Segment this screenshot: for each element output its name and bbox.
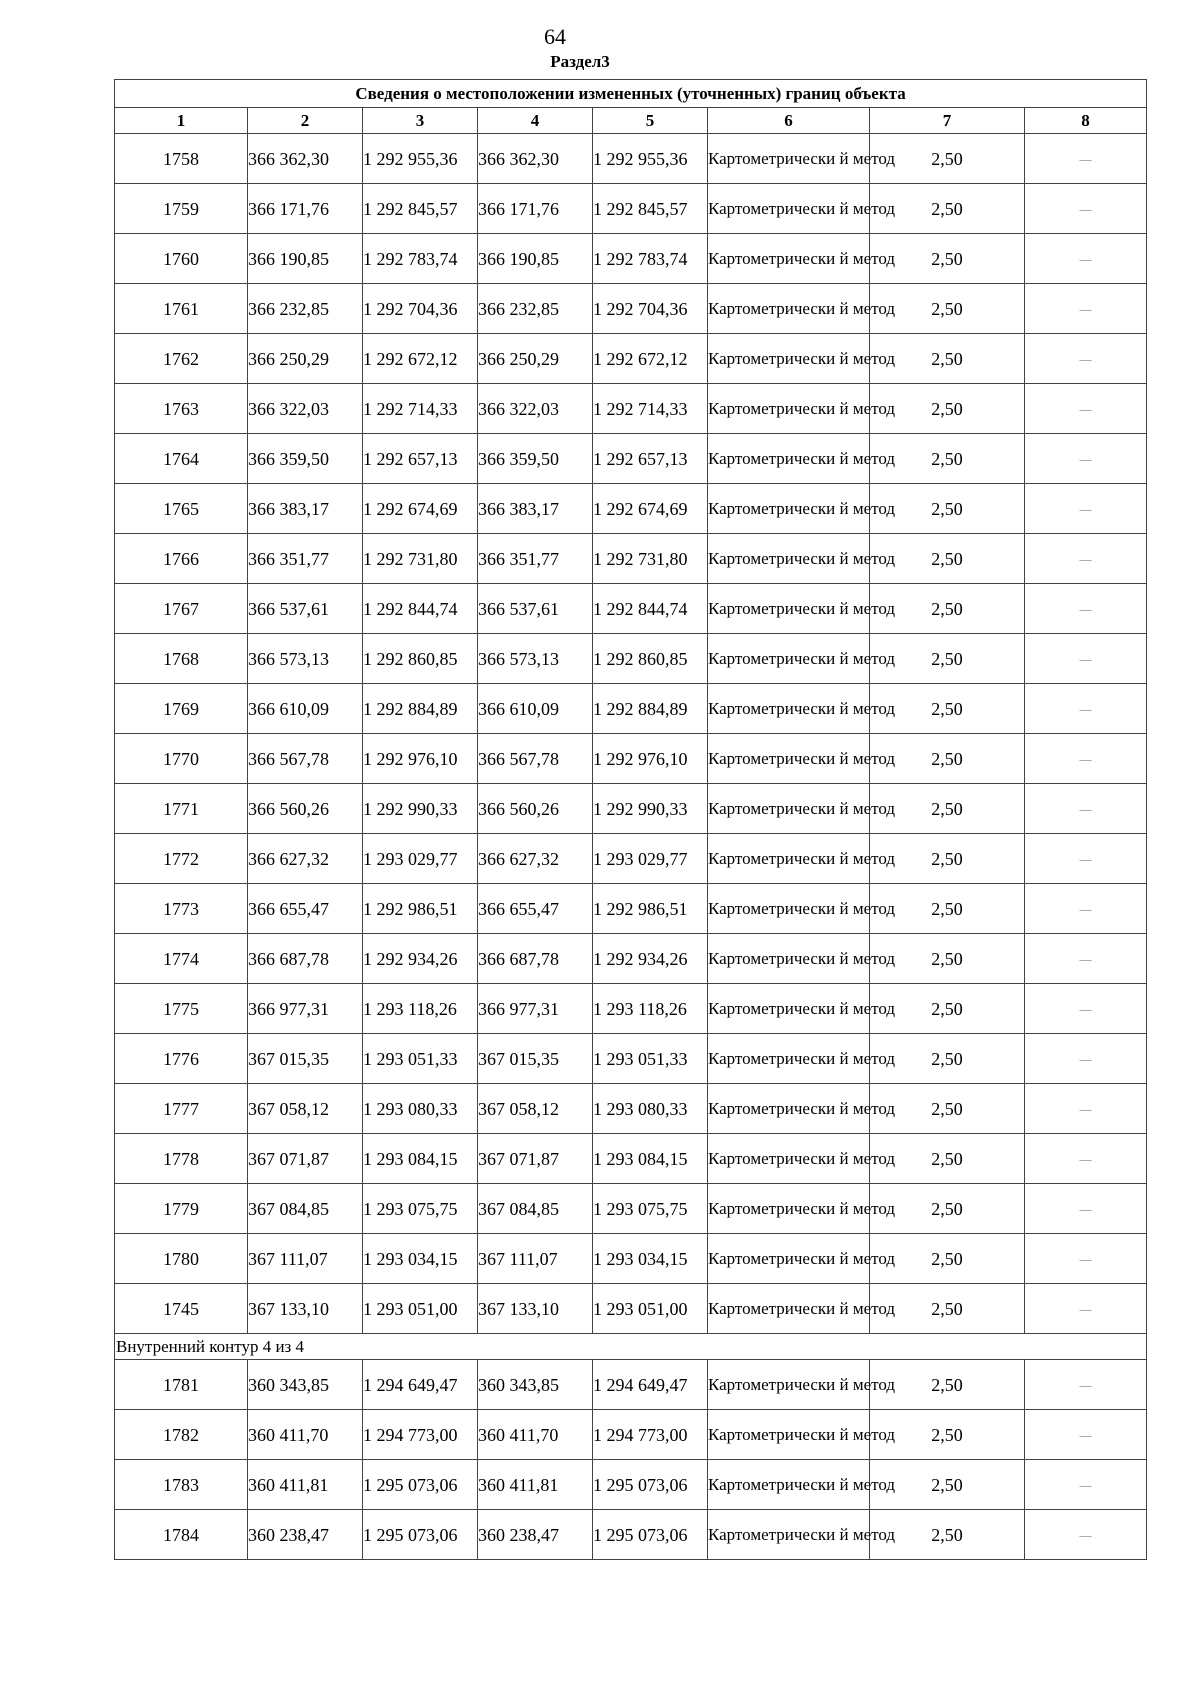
table-row (115, 484, 1147, 534)
table-row (115, 1284, 1147, 1334)
x-coordinate-cell: 367 084,85 (248, 1184, 363, 1234)
table-row (115, 384, 1147, 434)
x-coordinate-cell: 366 383,17 (478, 484, 593, 534)
x-coordinate-cell: 366 627,32 (248, 834, 363, 884)
point-number-cell: 1770 (115, 734, 248, 784)
description-cell: — (1025, 684, 1147, 734)
point-number-cell: 1764 (115, 434, 248, 484)
table-row (115, 834, 1147, 884)
accuracy-cell: 2,50 (870, 1184, 1025, 1234)
accuracy-cell: 2,50 (870, 784, 1025, 834)
x-coordinate-cell: 366 362,30 (478, 134, 593, 184)
point-number-cell: 1758 (115, 134, 248, 184)
y-coordinate-cell: 1 294 649,47 (593, 1360, 708, 1410)
table-row (115, 1184, 1147, 1234)
x-coordinate-cell: 360 411,70 (248, 1410, 363, 1460)
point-number-cell: 1772 (115, 834, 248, 884)
description-cell: — (1025, 1084, 1147, 1134)
description-cell: — (1025, 634, 1147, 684)
table-row (115, 134, 1147, 184)
y-coordinate-cell: 1 295 073,06 (593, 1460, 708, 1510)
table-row (115, 684, 1147, 734)
x-coordinate-cell: 366 171,76 (248, 184, 363, 234)
point-number-cell: 1767 (115, 584, 248, 634)
point-number-cell: 1780 (115, 1234, 248, 1284)
x-coordinate-cell: 367 133,10 (478, 1284, 593, 1334)
x-coordinate-cell: 366 573,13 (248, 634, 363, 684)
table-row (115, 884, 1147, 934)
description-cell: — (1025, 1510, 1147, 1560)
table-row (115, 784, 1147, 834)
x-coordinate-cell: 366 655,47 (478, 884, 593, 934)
point-number-cell: 1761 (115, 284, 248, 334)
accuracy-cell: 2,50 (870, 934, 1025, 984)
table-row (115, 1034, 1147, 1084)
accuracy-cell: 2,50 (870, 434, 1025, 484)
y-coordinate-cell: 1 293 075,75 (363, 1184, 478, 1234)
description-cell: — (1025, 1410, 1147, 1460)
x-coordinate-cell: 360 238,47 (248, 1510, 363, 1560)
x-coordinate-cell: 366 573,13 (478, 634, 593, 684)
x-coordinate-cell: 366 322,03 (478, 384, 593, 434)
y-coordinate-cell: 1 292 714,33 (593, 384, 708, 434)
x-coordinate-cell: 366 655,47 (248, 884, 363, 934)
y-coordinate-cell: 1 292 783,74 (363, 234, 478, 284)
x-coordinate-cell: 366 250,29 (478, 334, 593, 384)
description-cell: — (1025, 234, 1147, 284)
accuracy-cell: 2,50 (870, 1134, 1025, 1184)
accuracy-cell: 2,50 (870, 534, 1025, 584)
method-cell: Картометрически й метод (708, 384, 870, 434)
y-coordinate-cell: 1 293 118,26 (593, 984, 708, 1034)
section-title: Раздел3 (550, 52, 610, 71)
point-number-cell: 1763 (115, 384, 248, 434)
y-coordinate-cell: 1 292 990,33 (363, 784, 478, 834)
x-coordinate-cell: 367 111,07 (478, 1234, 593, 1284)
method-cell: Картометрически й метод (708, 1134, 870, 1184)
description-cell: — (1025, 384, 1147, 434)
description-cell: — (1025, 284, 1147, 334)
y-coordinate-cell: 1 292 990,33 (593, 784, 708, 834)
column-number: 1 (115, 108, 248, 134)
point-number-cell: 1777 (115, 1084, 248, 1134)
method-cell: Картометрически й метод (708, 634, 870, 684)
x-coordinate-cell: 366 359,50 (248, 434, 363, 484)
accuracy-cell: 2,50 (870, 284, 1025, 334)
column-number-row (115, 108, 1147, 134)
point-number-cell: 1782 (115, 1410, 248, 1460)
description-cell: — (1025, 534, 1147, 584)
table-row (115, 434, 1147, 484)
table-row (115, 1460, 1147, 1510)
description-cell: — (1025, 1234, 1147, 1284)
method-cell: Картометрически й метод (708, 1410, 870, 1460)
column-number: 8 (1025, 108, 1147, 134)
x-coordinate-cell: 367 084,85 (478, 1184, 593, 1234)
y-coordinate-cell: 1 292 672,12 (593, 334, 708, 384)
point-number-cell: 1766 (115, 534, 248, 584)
method-cell: Картометрически й метод (708, 684, 870, 734)
method-cell: Картометрически й метод (708, 434, 870, 484)
description-cell: — (1025, 934, 1147, 984)
coordinates-table (114, 79, 1147, 1560)
y-coordinate-cell: 1 292 845,57 (363, 184, 478, 234)
method-cell: Картометрически й метод (708, 234, 870, 284)
accuracy-cell: 2,50 (870, 1284, 1025, 1334)
y-coordinate-cell: 1 293 051,00 (593, 1284, 708, 1334)
method-cell: Картометрически й метод (708, 784, 870, 834)
table-row (115, 1360, 1147, 1410)
y-coordinate-cell: 1 292 934,26 (593, 934, 708, 984)
x-coordinate-cell: 366 190,85 (248, 234, 363, 284)
y-coordinate-cell: 1 292 986,51 (593, 884, 708, 934)
y-coordinate-cell: 1 293 080,33 (363, 1084, 478, 1134)
y-coordinate-cell: 1 292 672,12 (363, 334, 478, 384)
y-coordinate-cell: 1 292 674,69 (593, 484, 708, 534)
x-coordinate-cell: 366 171,76 (478, 184, 593, 234)
point-number-cell: 1783 (115, 1460, 248, 1510)
x-coordinate-cell: 367 058,12 (478, 1084, 593, 1134)
point-number-cell: 1768 (115, 634, 248, 684)
x-coordinate-cell: 366 190,85 (478, 234, 593, 284)
description-cell: — (1025, 734, 1147, 784)
accuracy-cell: 2,50 (870, 184, 1025, 234)
y-coordinate-cell: 1 293 080,33 (593, 1084, 708, 1134)
table-row (115, 184, 1147, 234)
point-number-cell: 1762 (115, 334, 248, 384)
y-coordinate-cell: 1 292 731,80 (363, 534, 478, 584)
method-cell: Картометрически й метод (708, 334, 870, 384)
y-coordinate-cell: 1 292 884,89 (593, 684, 708, 734)
method-cell: Картометрически й метод (708, 984, 870, 1034)
table-row (115, 984, 1147, 1034)
y-coordinate-cell: 1 292 657,13 (593, 434, 708, 484)
accuracy-cell: 2,50 (870, 234, 1025, 284)
table-body (115, 80, 1147, 1560)
y-coordinate-cell: 1 293 029,77 (593, 834, 708, 884)
y-coordinate-cell: 1 292 955,36 (363, 134, 478, 184)
point-number-cell: 1776 (115, 1034, 248, 1084)
y-coordinate-cell: 1 295 073,06 (593, 1510, 708, 1560)
method-cell: Картометрически й метод (708, 1084, 870, 1134)
table-row (115, 334, 1147, 384)
accuracy-cell: 2,50 (870, 734, 1025, 784)
point-number-cell: 1765 (115, 484, 248, 534)
x-coordinate-cell: 366 250,29 (248, 334, 363, 384)
method-cell: Картометрически й метод (708, 484, 870, 534)
x-coordinate-cell: 360 238,47 (478, 1510, 593, 1560)
y-coordinate-cell: 1 292 704,36 (593, 284, 708, 334)
method-cell: Картометрически й метод (708, 1460, 870, 1510)
y-coordinate-cell: 1 293 051,00 (363, 1284, 478, 1334)
y-coordinate-cell: 1 295 073,06 (363, 1510, 478, 1560)
x-coordinate-cell: 366 977,31 (478, 984, 593, 1034)
y-coordinate-cell: 1 292 674,69 (363, 484, 478, 534)
description-cell: — (1025, 1360, 1147, 1410)
contour-subheading-row (115, 1334, 1147, 1360)
y-coordinate-cell: 1 295 073,06 (363, 1460, 478, 1510)
table-row (115, 634, 1147, 684)
y-coordinate-cell: 1 292 860,85 (363, 634, 478, 684)
table-row (115, 1410, 1147, 1460)
description-cell: — (1025, 784, 1147, 834)
column-number: 6 (708, 108, 870, 134)
y-coordinate-cell: 1 293 084,15 (363, 1134, 478, 1184)
column-number: 2 (248, 108, 363, 134)
x-coordinate-cell: 366 567,78 (478, 734, 593, 784)
x-coordinate-cell: 366 537,61 (478, 584, 593, 634)
accuracy-cell: 2,50 (870, 584, 1025, 634)
table-row (115, 1084, 1147, 1134)
method-cell: Картометрически й метод (708, 1284, 870, 1334)
y-coordinate-cell: 1 292 731,80 (593, 534, 708, 584)
point-number-cell: 1773 (115, 884, 248, 934)
y-coordinate-cell: 1 292 884,89 (363, 684, 478, 734)
x-coordinate-cell: 366 610,09 (478, 684, 593, 734)
description-cell: — (1025, 1034, 1147, 1084)
accuracy-cell: 2,50 (870, 384, 1025, 434)
accuracy-cell: 2,50 (870, 1234, 1025, 1284)
y-coordinate-cell: 1 293 034,15 (363, 1234, 478, 1284)
point-number-cell: 1771 (115, 784, 248, 834)
x-coordinate-cell: 366 627,32 (478, 834, 593, 884)
description-cell: — (1025, 184, 1147, 234)
x-coordinate-cell: 360 411,81 (478, 1460, 593, 1510)
x-coordinate-cell: 366 322,03 (248, 384, 363, 434)
accuracy-cell: 2,50 (870, 634, 1025, 684)
x-coordinate-cell: 366 610,09 (248, 684, 363, 734)
y-coordinate-cell: 1 293 029,77 (363, 834, 478, 884)
description-cell: — (1025, 1184, 1147, 1234)
accuracy-cell: 2,50 (870, 834, 1025, 884)
description-cell: — (1025, 484, 1147, 534)
point-number-cell: 1784 (115, 1510, 248, 1560)
x-coordinate-cell: 366 687,78 (248, 934, 363, 984)
y-coordinate-cell: 1 292 657,13 (363, 434, 478, 484)
accuracy-cell: 2,50 (870, 1360, 1025, 1410)
description-cell: — (1025, 1134, 1147, 1184)
y-coordinate-cell: 1 292 714,33 (363, 384, 478, 434)
method-cell: Картометрически й метод (708, 534, 870, 584)
x-coordinate-cell: 366 977,31 (248, 984, 363, 1034)
x-coordinate-cell: 360 343,85 (478, 1360, 593, 1410)
page-number: 64 (544, 24, 566, 49)
method-cell: Картометрически й метод (708, 1034, 870, 1084)
x-coordinate-cell: 367 071,87 (248, 1134, 363, 1184)
x-coordinate-cell: 366 232,85 (248, 284, 363, 334)
y-coordinate-cell: 1 292 783,74 (593, 234, 708, 284)
y-coordinate-cell: 1 293 034,15 (593, 1234, 708, 1284)
point-number-cell: 1760 (115, 234, 248, 284)
accuracy-cell: 2,50 (870, 884, 1025, 934)
method-cell: Картометрически й метод (708, 934, 870, 984)
table-row (115, 934, 1147, 984)
y-coordinate-cell: 1 294 773,00 (363, 1410, 478, 1460)
x-coordinate-cell: 366 232,85 (478, 284, 593, 334)
y-coordinate-cell: 1 294 649,47 (363, 1360, 478, 1410)
method-cell: Картометрически й метод (708, 1510, 870, 1560)
x-coordinate-cell: 366 383,17 (248, 484, 363, 534)
y-coordinate-cell: 1 292 860,85 (593, 634, 708, 684)
table-row (115, 1510, 1147, 1560)
x-coordinate-cell: 367 015,35 (248, 1034, 363, 1084)
column-number: 3 (363, 108, 478, 134)
description-cell: — (1025, 834, 1147, 884)
method-cell: Картометрически й метод (708, 1234, 870, 1284)
x-coordinate-cell: 366 359,50 (478, 434, 593, 484)
method-cell: Картометрически й метод (708, 184, 870, 234)
y-coordinate-cell: 1 292 955,36 (593, 134, 708, 184)
point-number-cell: 1781 (115, 1360, 248, 1410)
table-row (115, 1234, 1147, 1284)
x-coordinate-cell: 367 133,10 (248, 1284, 363, 1334)
accuracy-cell: 2,50 (870, 1034, 1025, 1084)
y-coordinate-cell: 1 292 934,26 (363, 934, 478, 984)
y-coordinate-cell: 1 294 773,00 (593, 1410, 708, 1460)
table-caption: Сведения о местоположении измененных (уточненных) границ объекта (115, 80, 1147, 108)
x-coordinate-cell: 366 560,26 (248, 784, 363, 834)
description-cell: — (1025, 884, 1147, 934)
y-coordinate-cell: 1 292 844,74 (593, 584, 708, 634)
accuracy-cell: 2,50 (870, 684, 1025, 734)
x-coordinate-cell: 367 111,07 (248, 1234, 363, 1284)
table-caption-row (115, 80, 1147, 108)
accuracy-cell: 2,50 (870, 334, 1025, 384)
accuracy-cell: 2,50 (870, 1410, 1025, 1460)
accuracy-cell: 2,50 (870, 134, 1025, 184)
y-coordinate-cell: 1 292 976,10 (593, 734, 708, 784)
contour-subheading: Внутренний контур 4 из 4 (115, 1334, 1147, 1360)
x-coordinate-cell: 366 351,77 (248, 534, 363, 584)
description-cell: — (1025, 134, 1147, 184)
description-cell: — (1025, 984, 1147, 1034)
x-coordinate-cell: 367 015,35 (478, 1034, 593, 1084)
accuracy-cell: 2,50 (870, 1510, 1025, 1560)
description-cell: — (1025, 1460, 1147, 1510)
x-coordinate-cell: 360 343,85 (248, 1360, 363, 1410)
point-number-cell: 1774 (115, 934, 248, 984)
method-cell: Картометрически й метод (708, 134, 870, 184)
column-number: 4 (478, 108, 593, 134)
method-cell: Картометрически й метод (708, 884, 870, 934)
y-coordinate-cell: 1 292 704,36 (363, 284, 478, 334)
method-cell: Картометрически й метод (708, 584, 870, 634)
description-cell: — (1025, 434, 1147, 484)
y-coordinate-cell: 1 292 986,51 (363, 884, 478, 934)
x-coordinate-cell: 367 058,12 (248, 1084, 363, 1134)
x-coordinate-cell: 366 537,61 (248, 584, 363, 634)
method-cell: Картометрически й метод (708, 1184, 870, 1234)
table-row (115, 734, 1147, 784)
y-coordinate-cell: 1 293 084,15 (593, 1134, 708, 1184)
point-number-cell: 1778 (115, 1134, 248, 1184)
y-coordinate-cell: 1 292 844,74 (363, 584, 478, 634)
column-number: 5 (593, 108, 708, 134)
description-cell: — (1025, 584, 1147, 634)
accuracy-cell: 2,50 (870, 984, 1025, 1034)
method-cell: Картометрически й метод (708, 284, 870, 334)
y-coordinate-cell: 1 292 976,10 (363, 734, 478, 784)
method-cell: Картометрически й метод (708, 834, 870, 884)
x-coordinate-cell: 366 351,77 (478, 534, 593, 584)
point-number-cell: 1759 (115, 184, 248, 234)
x-coordinate-cell: 360 411,70 (478, 1410, 593, 1460)
table-row (115, 534, 1147, 584)
point-number-cell: 1745 (115, 1284, 248, 1334)
y-coordinate-cell: 1 293 051,33 (593, 1034, 708, 1084)
method-cell: Картометрически й метод (708, 1360, 870, 1410)
point-number-cell: 1769 (115, 684, 248, 734)
table-row (115, 234, 1147, 284)
column-number: 7 (870, 108, 1025, 134)
accuracy-cell: 2,50 (870, 1460, 1025, 1510)
method-cell: Картометрически й метод (708, 734, 870, 784)
x-coordinate-cell: 366 567,78 (248, 734, 363, 784)
table-row (115, 1134, 1147, 1184)
table-row (115, 584, 1147, 634)
y-coordinate-cell: 1 292 845,57 (593, 184, 708, 234)
x-coordinate-cell: 366 687,78 (478, 934, 593, 984)
accuracy-cell: 2,50 (870, 1084, 1025, 1134)
y-coordinate-cell: 1 293 075,75 (593, 1184, 708, 1234)
point-number-cell: 1775 (115, 984, 248, 1034)
description-cell: — (1025, 334, 1147, 384)
x-coordinate-cell: 366 362,30 (248, 134, 363, 184)
y-coordinate-cell: 1 293 118,26 (363, 984, 478, 1034)
description-cell: — (1025, 1284, 1147, 1334)
x-coordinate-cell: 366 560,26 (478, 784, 593, 834)
x-coordinate-cell: 367 071,87 (478, 1134, 593, 1184)
table-row (115, 284, 1147, 334)
point-number-cell: 1779 (115, 1184, 248, 1234)
accuracy-cell: 2,50 (870, 484, 1025, 534)
x-coordinate-cell: 360 411,81 (248, 1460, 363, 1510)
y-coordinate-cell: 1 293 051,33 (363, 1034, 478, 1084)
